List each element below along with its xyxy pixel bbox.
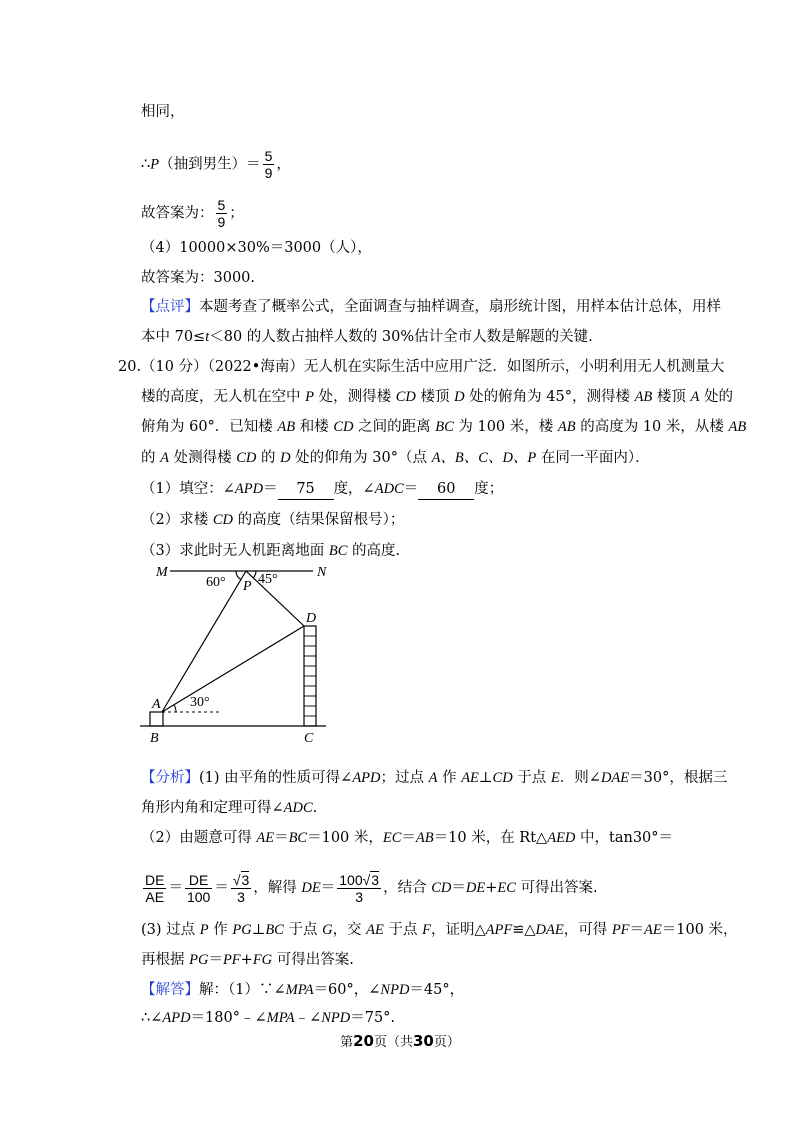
analysis-line: 再根据 PG＝PF+FG 可得出答案. [141, 952, 354, 968]
segment-ad [162, 626, 304, 712]
analysis-line: (3) 过点 P 作 PG⊥BC 于点 G，交 AE 于点 F，证明△APF≌△DAE，可得 PF＝AE＝100 米， [141, 922, 738, 938]
text-line: 故答案为：3000. [141, 270, 256, 286]
answer-line: 故答案为： $\frac{5}{9}$ ； [141, 197, 244, 230]
text-line: 相同， [141, 104, 185, 120]
text-line: 本中 70≤t＜80 的人数占抽样人数的 30%估计全市人数是解题的关键. [141, 329, 593, 345]
fraction-sqrt3-3: $\frac{√3}{3}$ [232, 871, 250, 905]
question-line: 20.（10 分）（2022•海南）无人机在实际生活中应用广泛．如图所示，小明利用无人机测量大 [118, 359, 725, 375]
angle-arc-30 [174, 705, 176, 712]
angle-arc-60 [236, 571, 241, 580]
angle-arc-45 [253, 571, 256, 578]
label-45: 45° [258, 572, 278, 587]
solution-tag: 【解答】 [141, 982, 199, 998]
question-line: 楼的高度，无人机在空中 P 处，测得楼 CD 楼顶 D 处的俯角为 45°，测得楼 AB 楼顶 A 处的 [141, 389, 733, 405]
fraction-de-ae: $\frac{DE}{AE}$ [145, 871, 165, 905]
analysis-tag: 【分析】 [141, 770, 199, 786]
fraction-100sqrt3-3: $\frac{100√3}{3}$ [339, 871, 380, 905]
solution-line: 【解答】解：（1）∵∠MPA＝60°，∠NPD＝45°， [141, 982, 465, 998]
fraction: $\frac{5}{9}$ [264, 148, 273, 181]
segment-pa [162, 571, 246, 712]
analysis-line: 角形内角和定理可得∠ADC. [141, 800, 318, 816]
subquestion-1: （1）填空：∠APD＝ 75 度，∠ADC＝ 60 度； [141, 479, 503, 500]
text-line: （4）10000×30%＝3000（人）， [141, 240, 372, 256]
page-footer: 第20页（共30页） [340, 1032, 460, 1050]
question-line: 的 A 处测得楼 CD 的 D 处的仰角为 30°（点 A、B、C、D、P 在同一平面内）． [141, 450, 650, 466]
label-m: M [156, 565, 168, 580]
fraction: $\frac{5}{9}$ [217, 197, 226, 230]
label-60: 60° [206, 575, 226, 590]
label-30: 30° [190, 695, 210, 710]
label-a: A [152, 697, 161, 712]
page-total: 30 [413, 1032, 434, 1050]
geometry-figure [130, 560, 350, 750]
subquestion-3: （3）求此时无人机距离地面 BC 的高度. [141, 543, 401, 559]
label-d: D [306, 611, 317, 626]
label-b: B [150, 731, 159, 746]
analysis-line: 【分析】(1) 由平角的性质可得∠APD；过点 A 作 AE⊥CD 于点 E．则∠DAE＝30°，根据三 [141, 770, 728, 786]
label-p: P [243, 579, 252, 594]
answer-blank-1: 75 [278, 479, 334, 500]
fraction-de-100: $\frac{DE}{100}$ [186, 871, 211, 905]
probability-line: ∴P（抽到男生）＝ $\frac{5}{9}$ ， [141, 148, 291, 181]
solution-line: ∴∠APD＝180°﹣∠MPA﹣∠NPD＝75°. [141, 1010, 396, 1026]
page-number: 20 [353, 1032, 374, 1050]
question-line: 俯角为 60°．已知楼 AB 和楼 CD 之间的距离 BC 为 100 米，楼 AB 的高度为 10 米，从楼 AB [141, 419, 747, 435]
review-tag: 【点评】 [141, 299, 199, 315]
building-ab [150, 712, 163, 726]
label-c: C [304, 731, 314, 746]
review-line: 【点评】本题考查了概率公式，全面调查与抽样调查，扇形统计图，用样本估计总体，用样 [141, 299, 721, 315]
building-cd-floors [304, 636, 316, 716]
analysis-line: （2）由题意可得 AE＝BC＝100 米，EC＝AB＝10 米，在 Rt△AED 中，tan30°＝ [141, 830, 674, 846]
answer-blank-2: 60 [418, 479, 474, 500]
subquestion-2: （2）求楼 CD 的高度（结果保留根号）； [141, 512, 405, 528]
analysis-formula-line: $\frac{DE}{AE}$ ＝ $\frac{DE}{100}$ ＝ $\frac{√3}{3}$ ，解得 DE＝ $\frac{100√3}{3}$ ，结合 CD＝DE+EC 可得出答案. [145, 871, 598, 905]
label-n: N [317, 565, 327, 580]
